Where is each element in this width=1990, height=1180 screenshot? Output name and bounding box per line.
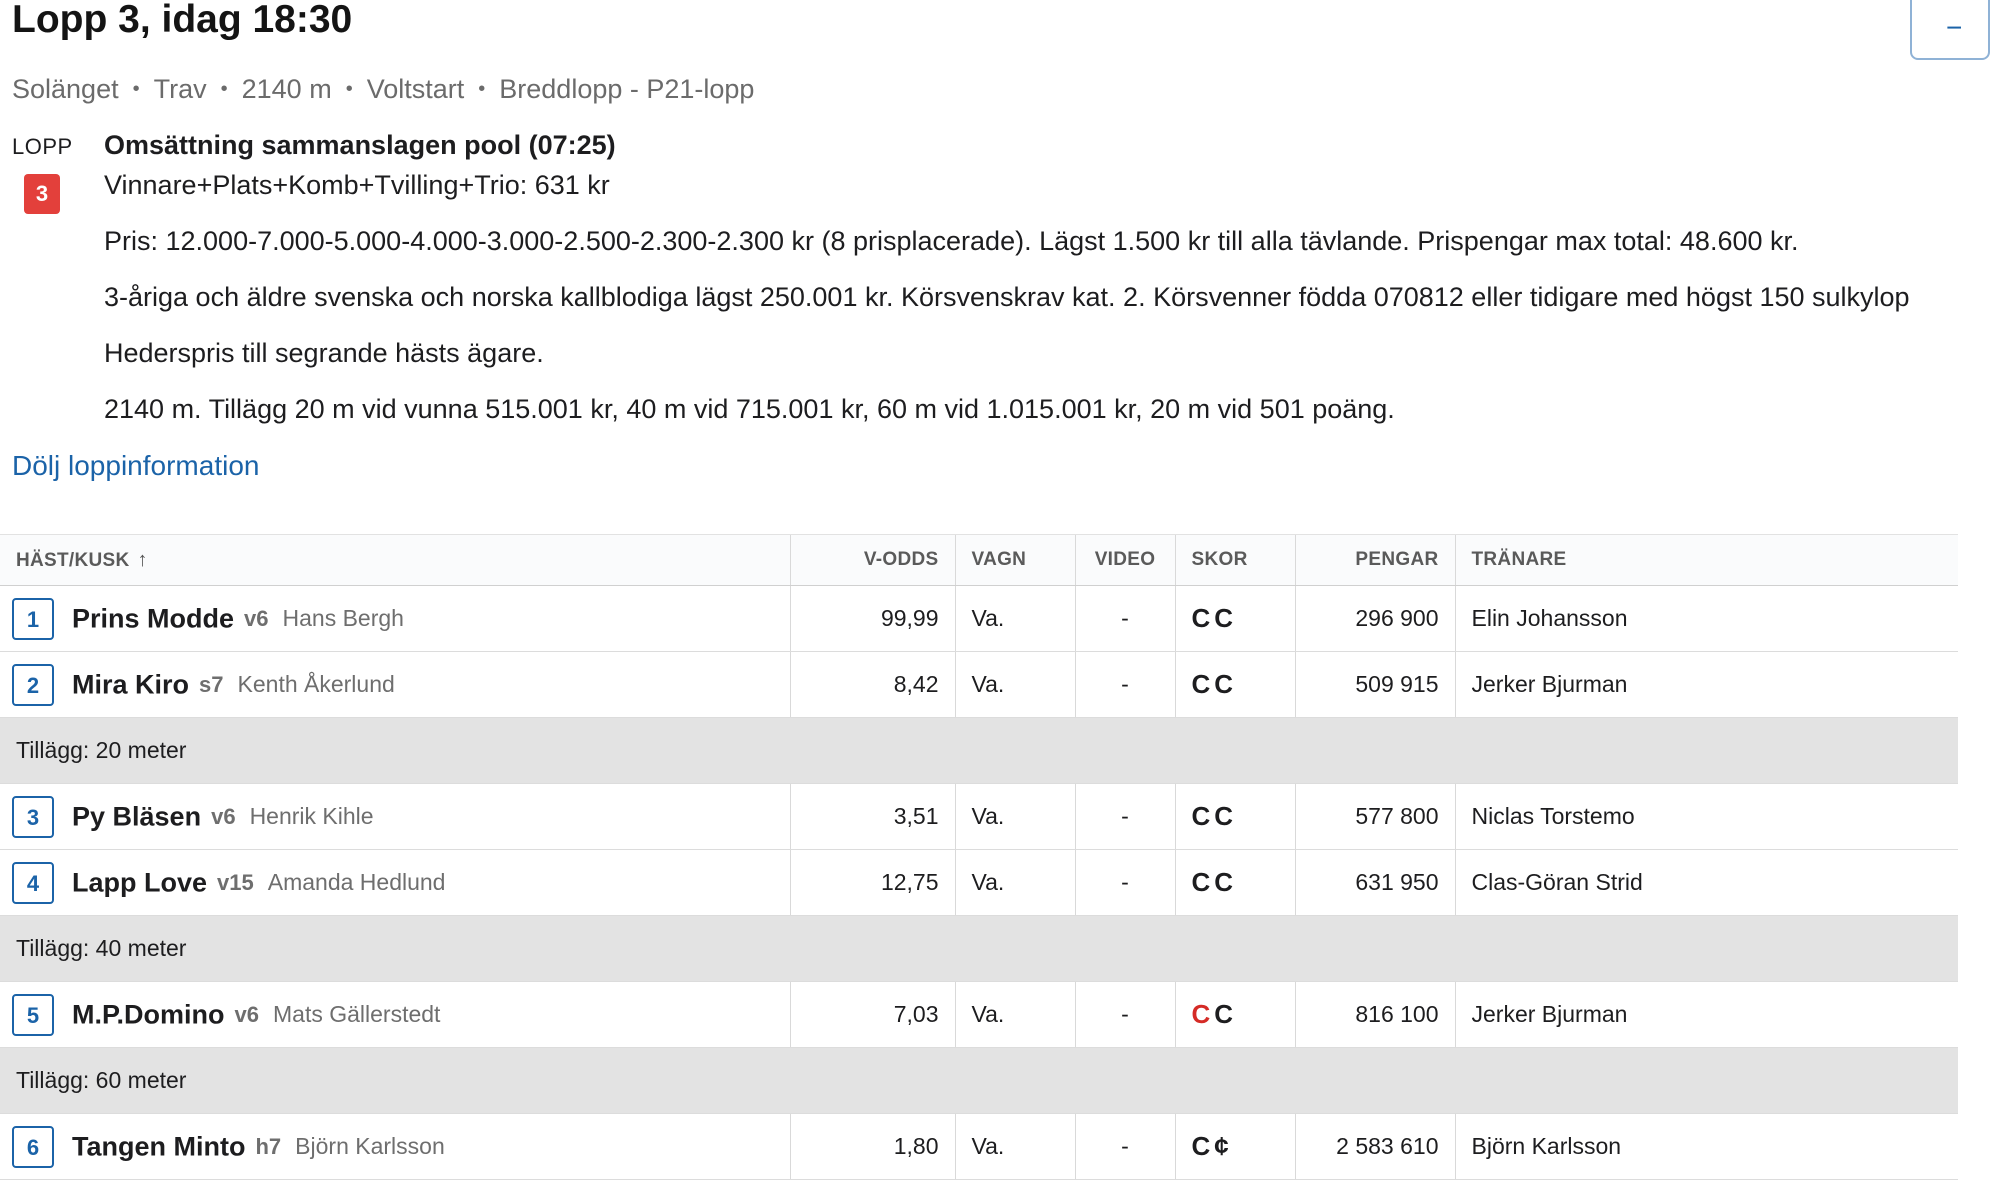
distance-info: 2140 m. Tillägg 20 m vid vunna 515.001 kr, 40 m vid 715.001 kr, 60 m vid 1.015.001 kr, 20 m vid 501 poäng. xyxy=(104,394,1395,424)
horse-name[interactable]: Py Bläsen xyxy=(72,801,202,831)
horse-cell xyxy=(0,982,790,1048)
horse-name[interactable]: Tangen Minto xyxy=(72,1131,246,1161)
start-number-badge: 2 xyxy=(12,664,54,706)
start-list-table xyxy=(0,534,1958,1180)
horse-age: s7 xyxy=(199,671,224,697)
table-row[interactable] xyxy=(0,982,1958,1048)
sort-arrow-up-icon: ↑ xyxy=(137,548,148,571)
horse-name[interactable]: Prins Modde xyxy=(72,603,235,633)
meta-distance: 2140 m xyxy=(241,74,332,104)
trainer-cell[interactable]: Elin Johansson xyxy=(1455,586,1958,652)
vagn-cell: Va. xyxy=(955,784,1075,850)
vagn-cell: Va. xyxy=(955,1114,1075,1180)
race-number-badge: 3 xyxy=(24,174,60,214)
money-cell: 2 583 610 xyxy=(1295,1114,1455,1180)
col-header-vodds[interactable]: V-ODDS xyxy=(790,535,955,586)
start-number-badge: 6 xyxy=(12,1126,54,1168)
horse-age: v6 xyxy=(244,605,269,631)
handicap-section-label: Tillägg: 60 meter xyxy=(0,1048,1958,1114)
back-shoe-icon: C xyxy=(1214,669,1238,699)
start-number-badge: 4 xyxy=(12,862,54,904)
col-header-tranare[interactable]: TRÄNARE xyxy=(1455,535,1958,586)
driver-name[interactable]: Björn Karlsson xyxy=(295,1133,445,1159)
shoes-cell xyxy=(1175,586,1295,652)
handicap-section-row xyxy=(0,1048,1958,1114)
vagn-cell: Va. xyxy=(955,586,1075,652)
trainer-cell[interactable]: Jerker Bjurman xyxy=(1455,652,1958,718)
col-header-pengar[interactable]: PENGAR xyxy=(1295,535,1455,586)
horse-name[interactable]: Lapp Love xyxy=(72,867,208,897)
dash-icon: − xyxy=(1946,12,1963,43)
meta-separator: • xyxy=(220,78,228,100)
front-shoe-icon: C xyxy=(1191,999,1215,1029)
driver-name[interactable]: Amanda Hedlund xyxy=(267,869,446,895)
horse-age: h7 xyxy=(255,1133,282,1159)
money-cell: 577 800 xyxy=(1295,784,1455,850)
table-row[interactable] xyxy=(0,850,1958,916)
vodds-cell: 8,42 xyxy=(790,652,955,718)
video-cell: - xyxy=(1075,1114,1175,1180)
top-right-button[interactable] xyxy=(1910,0,1990,60)
driver-name[interactable]: Henrik Kihle xyxy=(249,803,374,829)
start-number-badge: 1 xyxy=(12,598,54,640)
vodds-cell: 3,51 xyxy=(790,784,955,850)
table-row[interactable] xyxy=(0,1114,1958,1180)
shoes-cell xyxy=(1175,784,1295,850)
back-shoe-icon: C xyxy=(1214,801,1238,831)
vagn-cell: Va. xyxy=(955,982,1075,1048)
hide-race-info-link[interactable]: Dölj loppinformation xyxy=(12,450,260,481)
money-cell: 509 915 xyxy=(1295,652,1455,718)
pool-turnover: Vinnare+Plats+Komb+Tvilling+Trio: 631 kr xyxy=(104,170,610,200)
horse-cell xyxy=(0,586,790,652)
prize-info: Pris: 12.000-7.000-5.000-4.000-3.000-2.500-2.300-2.300 kr (8 prisplacerade). Lägst 1.500 kr till alla tävlande. Prispengar max total: 48.600 kr. xyxy=(104,226,1799,256)
shoes-cell xyxy=(1175,982,1295,1048)
vodds-cell: 99,99 xyxy=(790,586,955,652)
driver-name[interactable]: Hans Bergh xyxy=(282,605,404,631)
horse-cell xyxy=(0,652,790,718)
start-number-badge: 5 xyxy=(12,994,54,1036)
video-cell: - xyxy=(1075,652,1175,718)
meta-class: Breddlopp - P21-lopp xyxy=(499,74,755,104)
back-shoe-icon: C xyxy=(1214,999,1238,1029)
horse-age: v15 xyxy=(217,869,254,895)
front-shoe-icon: C xyxy=(1191,603,1215,633)
meta-track: Solänget xyxy=(12,74,119,104)
race-meta xyxy=(12,74,754,105)
meta-separator: • xyxy=(132,78,140,100)
pool-title: Omsättning sammanslagen pool (07:25) xyxy=(104,130,616,160)
meta-type: Trav xyxy=(153,74,207,104)
handicap-section-row xyxy=(0,916,1958,982)
money-cell: 816 100 xyxy=(1295,982,1455,1048)
money-cell: 631 950 xyxy=(1295,850,1455,916)
horse-name[interactable]: Mira Kiro xyxy=(72,669,190,699)
back-shoe-icon: C xyxy=(1214,867,1238,897)
trainer-cell[interactable]: Jerker Bjurman xyxy=(1455,982,1958,1048)
vodds-cell: 12,75 xyxy=(790,850,955,916)
video-cell: - xyxy=(1075,784,1175,850)
horse-age: v6 xyxy=(211,803,236,829)
video-cell: - xyxy=(1075,982,1175,1048)
money-cell: 296 900 xyxy=(1295,586,1455,652)
vodds-cell: 1,80 xyxy=(790,1114,955,1180)
start-number-badge: 3 xyxy=(12,796,54,838)
eligibility-info: 3-åriga och äldre svenska och norska kallblodiga lägst 250.001 kr. Körsvenskrav kat. 2. Körsvenner födda 070812 eller tidigare med högst 150 sulkylop xyxy=(104,282,1910,312)
race-label: LOPP xyxy=(12,134,73,159)
trainer-cell[interactable]: Clas-Göran Strid xyxy=(1455,850,1958,916)
back-shoe-icon: ¢ xyxy=(1214,1131,1233,1161)
vagn-cell: Va. xyxy=(955,652,1075,718)
trainer-cell[interactable]: Björn Karlsson xyxy=(1455,1114,1958,1180)
meta-start: Voltstart xyxy=(366,74,465,104)
shoes-cell xyxy=(1175,652,1295,718)
front-shoe-icon: C xyxy=(1191,669,1215,699)
col-header-vagn[interactable]: VAGN xyxy=(955,535,1075,586)
meta-separator: • xyxy=(478,78,486,100)
handicap-section-label: Tillägg: 20 meter xyxy=(0,718,1958,784)
video-cell: - xyxy=(1075,586,1175,652)
vagn-cell: Va. xyxy=(955,850,1075,916)
handicap-section-label: Tillägg: 40 meter xyxy=(0,916,1958,982)
front-shoe-icon: C xyxy=(1191,1131,1215,1161)
table-header-row xyxy=(0,535,1958,586)
horse-name[interactable]: M.P.Domino xyxy=(72,999,225,1029)
race-title: Lopp 3, idag 18:30 xyxy=(12,0,353,41)
honor-prize-info: Hederspris till segrande hästs ägare. xyxy=(104,338,544,368)
table-row[interactable] xyxy=(0,652,1958,718)
meta-separator: • xyxy=(345,78,353,100)
vodds-cell: 7,03 xyxy=(790,982,955,1048)
shoes-cell xyxy=(1175,850,1295,916)
table-row[interactable] xyxy=(0,586,1958,652)
handicap-section-row xyxy=(0,718,1958,784)
col-header-video[interactable]: VIDEO xyxy=(1075,535,1175,586)
driver-name[interactable]: Mats Gällerstedt xyxy=(273,1001,441,1027)
shoes-cell xyxy=(1175,1114,1295,1180)
horse-cell xyxy=(0,1114,790,1180)
front-shoe-icon: C xyxy=(1191,867,1215,897)
back-shoe-icon: C xyxy=(1214,603,1238,633)
trainer-cell[interactable]: Niclas Torstemo xyxy=(1455,784,1958,850)
horse-cell xyxy=(0,784,790,850)
horse-age: v6 xyxy=(234,1001,259,1027)
video-cell: - xyxy=(1075,850,1175,916)
table-row[interactable] xyxy=(0,784,1958,850)
col-header-skor[interactable]: SKOR xyxy=(1175,535,1295,586)
front-shoe-icon: C xyxy=(1191,801,1215,831)
horse-cell xyxy=(0,850,790,916)
driver-name[interactable]: Kenth Åkerlund xyxy=(237,671,395,697)
col-header-horse[interactable]: HÄST/KUSK ↑ xyxy=(0,535,790,586)
